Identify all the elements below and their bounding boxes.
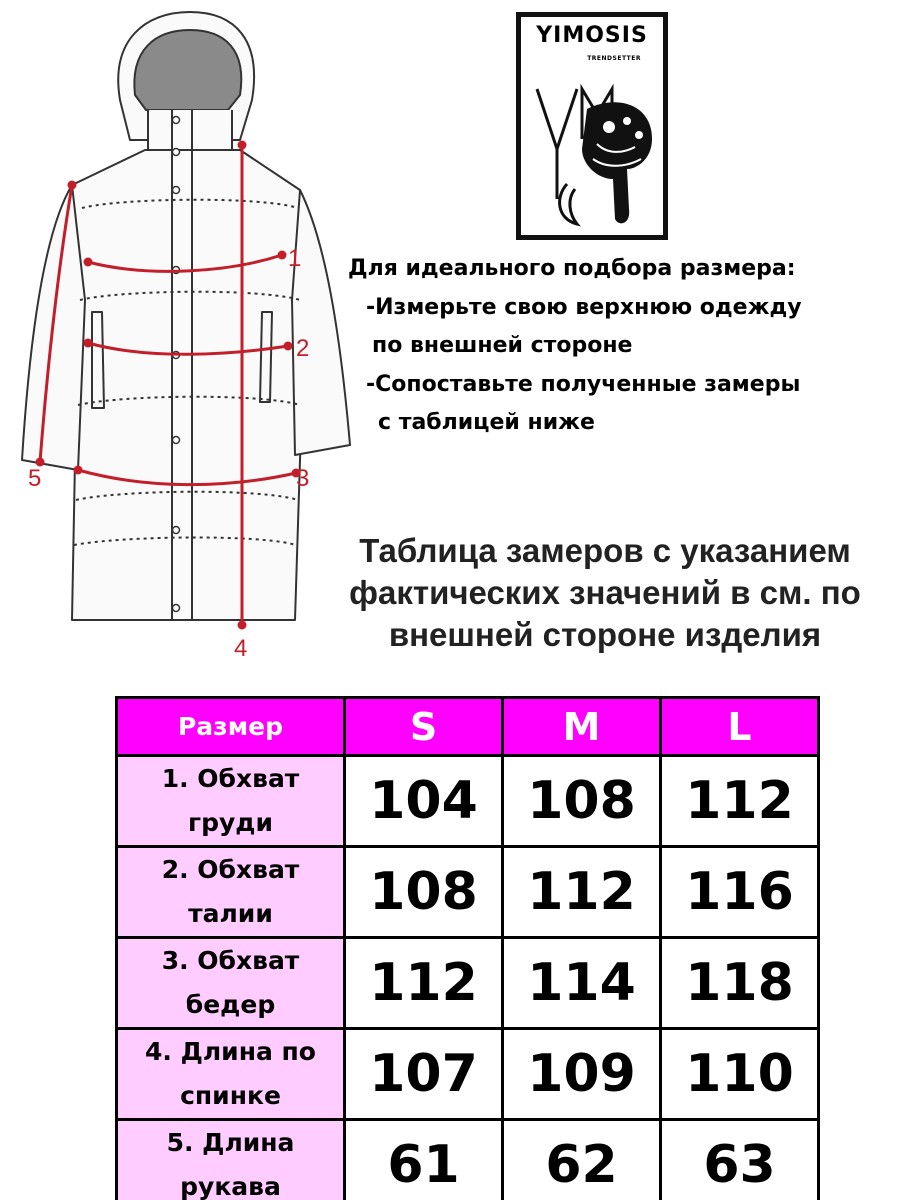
table-row-hips bbox=[117, 938, 819, 1029]
cell-back-length-s: 107 bbox=[345, 1029, 503, 1120]
cell-chest-l: 112 bbox=[661, 756, 819, 847]
instruction-step-2: -Сопоставьте полученные замеры bbox=[366, 371, 801, 397]
cell-waist-m: 112 bbox=[503, 847, 661, 938]
table-row-back-length bbox=[117, 1029, 819, 1120]
row-label-hips bbox=[117, 938, 345, 1029]
cell-hips-m: 114 bbox=[503, 938, 661, 1029]
row-label-line: груди bbox=[188, 808, 273, 837]
cell-sleeve-length-m: 62 bbox=[503, 1120, 661, 1200]
size-table-title-line-1: Таблица замеров с указанием bbox=[359, 532, 851, 569]
instruction-step-2-cont: с таблицей ниже bbox=[378, 410, 595, 435]
measure-label-1: 1 bbox=[288, 245, 302, 272]
size-table-title-line-2: фактических значений в см. по bbox=[349, 574, 861, 611]
row-label-line: бедер bbox=[185, 990, 276, 1019]
measure-label-2: 2 bbox=[296, 335, 310, 362]
measure-label-4: 4 bbox=[234, 635, 248, 662]
row-label-line: 2. Обхват bbox=[161, 855, 300, 884]
header-size-l: L bbox=[661, 698, 819, 756]
size-table-title bbox=[300, 530, 900, 656]
measure-label-5: 5 bbox=[28, 465, 42, 492]
instruction-step-1-cont: по внешней стороне bbox=[372, 333, 633, 358]
row-label-line: 4. Длина по bbox=[145, 1037, 316, 1066]
cell-sleeve-length-s: 61 bbox=[345, 1120, 503, 1200]
measure-label-3: 3 bbox=[296, 465, 310, 492]
cell-chest-m: 108 bbox=[503, 756, 661, 847]
row-label-line: спинке bbox=[180, 1081, 281, 1110]
size-table-title-line-3: внешней стороне изделия bbox=[388, 616, 822, 653]
cell-sleeve-length-l: 63 bbox=[661, 1120, 819, 1200]
table-row-sleeve-length bbox=[117, 1120, 819, 1200]
header-size-label: Размер bbox=[117, 698, 345, 756]
row-label-line: талии bbox=[188, 899, 273, 928]
row-label-sleeve-length bbox=[117, 1120, 345, 1200]
brand-logo-panel bbox=[521, 17, 663, 235]
cell-waist-s: 108 bbox=[345, 847, 503, 938]
row-label-waist bbox=[117, 847, 345, 938]
elephant-emblem-icon bbox=[527, 69, 657, 229]
cell-hips-s: 112 bbox=[345, 938, 503, 1029]
row-label-back-length bbox=[117, 1029, 345, 1120]
row-label-line: 5. Длина bbox=[166, 1128, 295, 1157]
cell-back-length-m: 109 bbox=[503, 1029, 661, 1120]
row-label-line: 1. Обхват bbox=[161, 764, 300, 793]
cell-hips-l: 118 bbox=[661, 938, 819, 1029]
brand-name: YIMOSIS bbox=[536, 23, 648, 48]
coat-right-sleeve bbox=[292, 190, 350, 455]
cell-waist-l: 116 bbox=[661, 847, 819, 938]
row-label-chest bbox=[117, 756, 345, 847]
table-row-chest bbox=[117, 756, 819, 847]
row-label-line: рукава bbox=[180, 1172, 281, 1200]
cell-chest-s: 104 bbox=[345, 756, 503, 847]
cell-back-length-l: 110 bbox=[661, 1029, 819, 1120]
hood-lining bbox=[134, 30, 241, 110]
table-header-row bbox=[117, 698, 819, 756]
brand-logo bbox=[516, 12, 668, 240]
size-chart-table bbox=[115, 696, 820, 1200]
header-size-s: S bbox=[345, 698, 503, 756]
brand-tagline: TRENDSETTER bbox=[587, 55, 641, 62]
table-row-waist bbox=[117, 847, 819, 938]
instruction-step-1: -Измерьте свою верхнюю одежду bbox=[366, 294, 802, 320]
row-label-line: 3. Обхват bbox=[161, 946, 300, 975]
instruction-heading: Для идеального подбора размера: bbox=[348, 256, 796, 281]
header-size-m: M bbox=[503, 698, 661, 756]
fitting-instructions bbox=[348, 250, 888, 443]
